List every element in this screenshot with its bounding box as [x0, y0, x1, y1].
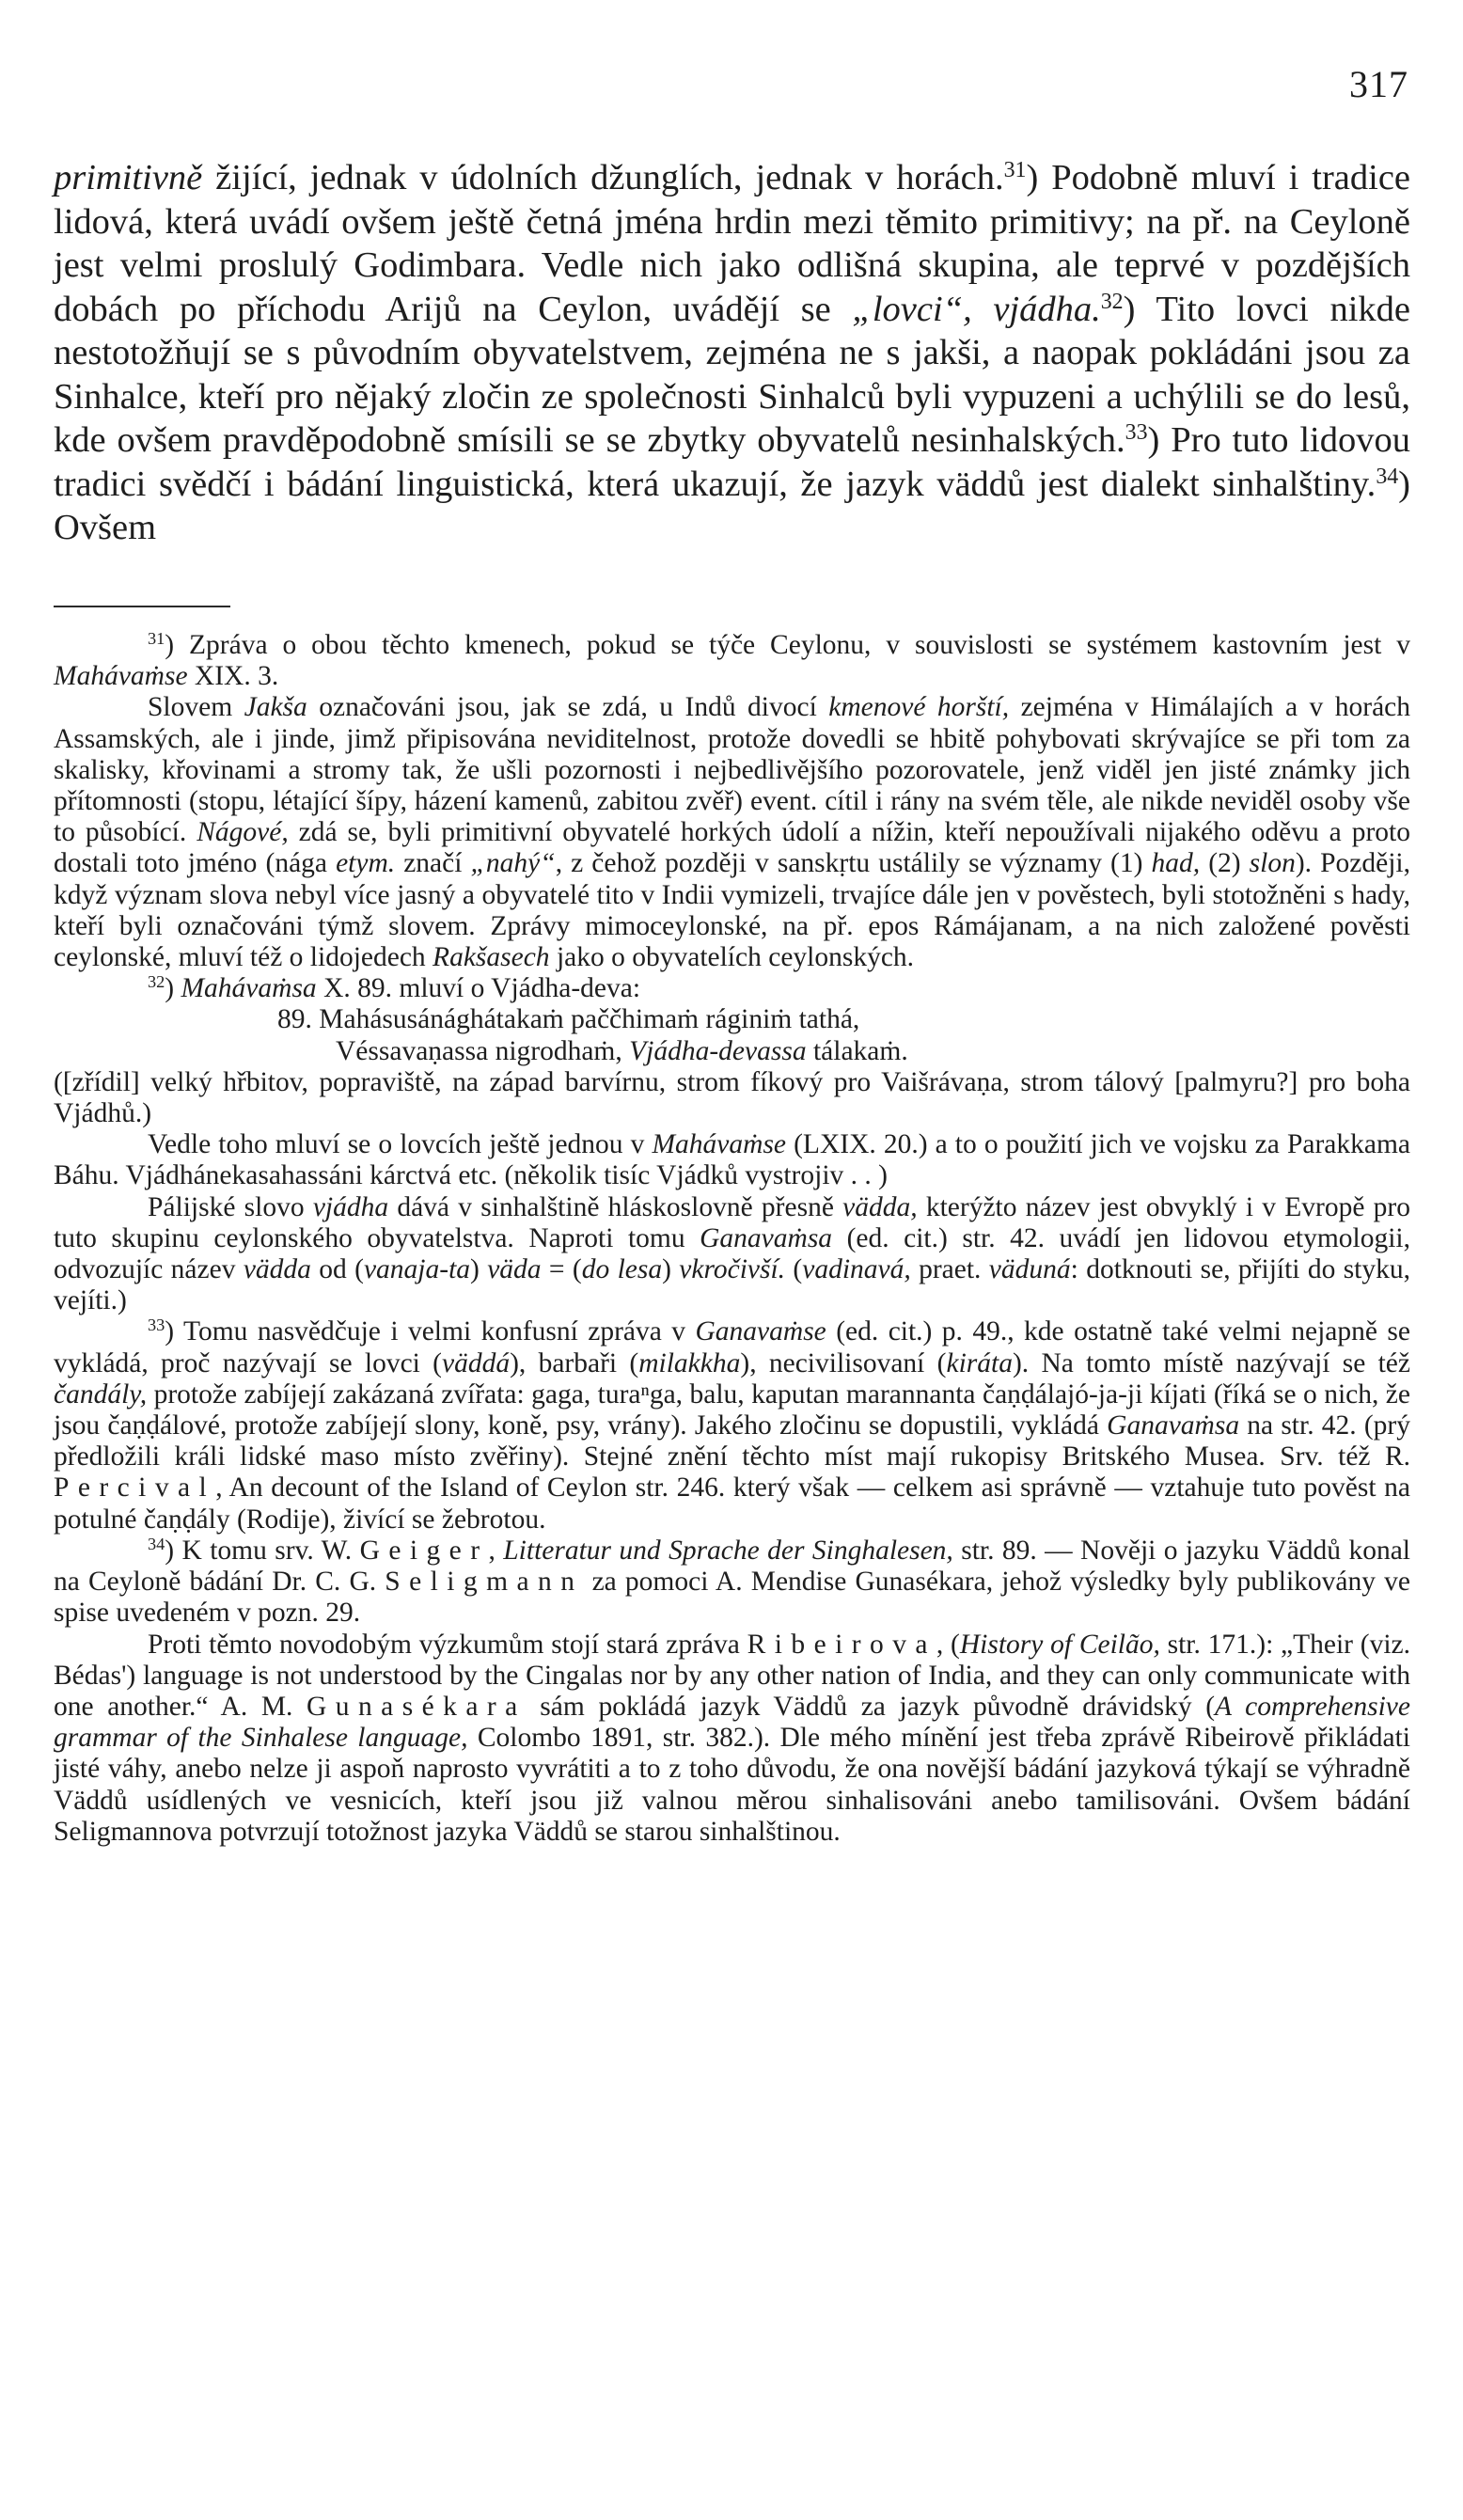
text-run: označováni jsou, jak se zdá, u Indů divocí — [307, 692, 829, 723]
text-run: kterýžto název jest obvyklý i v Evropě pro tuto skupinu ceylonského obyvatelstva. Naproti tomu — [54, 1191, 1410, 1253]
text-run: (2) — [1200, 848, 1250, 879]
text-italic: čandály, — [54, 1378, 148, 1410]
text-italic: vkročivší. — [679, 1254, 786, 1285]
text-italic: Jakša — [244, 692, 307, 723]
text-italic: kiráta — [946, 1347, 1013, 1378]
text-run: sám pokládá jazyk Väddů za jazyk původně drávidský ( — [526, 1691, 1216, 1722]
text-run: Proti těmto novodobým výzkumům stojí stará zpráva — [148, 1629, 747, 1660]
text-italic: etym. — [336, 848, 396, 879]
spaced-name: Percival — [54, 1473, 216, 1504]
text-italic: Mahávaṁse — [54, 661, 188, 692]
text-run: (LXIX. 20.) a to o použití jich ve vojsku za Parakkama Báhu. Vjádhánekasahassáni kárctvá etc. (několik tisíc Vjádků vystrojiv . . ) — [54, 1129, 1410, 1191]
text-run: ) Pro tuto lidovou tradici svědčí i bádání linguistická, která ukazují, že jazyk väddů jest dialekt sinhalštiny. — [54, 420, 1410, 504]
text-italic: slon — [1249, 848, 1296, 879]
text-run: ) K tomu srv. W. — [165, 1535, 360, 1566]
text-run: , An decount of the Island of Ceylon str. 246. který však — celkem asi správně — vztahuje tuto pověst na potulné čaṇḍály (Rodije), živící se žebrotou. — [54, 1473, 1410, 1535]
footnote-paragraph-palij — [54, 1192, 1410, 1317]
text-italic: vanaja-ta — [363, 1254, 471, 1285]
text-run: ), necivilisovaní ( — [740, 1347, 947, 1378]
spaced-name: Geiger — [359, 1535, 489, 1566]
text-run: zdá se, byli primitivní obyvatelé horkých údolí a nížin, kteří nepoužívali nijakého oděvu a proto dostali toto jméno (nága — [54, 817, 1410, 879]
text-run: (ed. cit.) str. 42. uvádí jen lidovou etymologii, odvozujíc název — [54, 1222, 1410, 1285]
spaced-name: Seligmann — [385, 1567, 584, 1598]
text-run: Slovem — [148, 692, 244, 723]
text-italic: vjádha — [312, 1191, 389, 1222]
footnote-32 — [54, 973, 1410, 1004]
text-run: na str. 42. (prý předložili králi lidské maso místo zvěřiny). Stejné znění těchto míst mají rukopisy Britského Musea. Srv. též R. — [54, 1410, 1410, 1473]
footnote-separator — [54, 606, 230, 607]
text-italic: väda — [487, 1254, 542, 1285]
text-run: žijící, jednak v údolních džunglích, jednak v horách. — [202, 158, 1004, 197]
text-run: ) — [470, 1254, 488, 1285]
text-run: ) Podobně mluví i tradice lidová, která uvádí ovšem ještě četná jména hrdin mezi těmito primitivy; na př. na Ceyloně jest velmi proslulý Godimbara. Vedle nich jako odlišná skupina, ale teprvé v pozdějších dobách po příchodu Arijů na Ceylon, uvádějí se — [54, 158, 1410, 329]
page-number: 317 — [1349, 63, 1408, 105]
text-run: : dotknouti se, přijíti do styku, vejíti.) — [54, 1254, 1410, 1316]
text-italic: vadinavá, — [802, 1254, 911, 1285]
text-run: praet. — [910, 1254, 989, 1285]
text-run: , — [488, 1535, 504, 1566]
text-run: ) — [662, 1254, 680, 1285]
text-run: ) Tomu nasvědčuje i velmi konfusní zpráva v — [165, 1316, 696, 1347]
text-run: značí — [395, 848, 471, 879]
footnote-mark: 32 — [148, 972, 165, 992]
text-italic: „nahý“ — [470, 848, 556, 879]
text-run: str. 171.): „Their (viz. Bédas') language is not understood by the Cingalas nor by any other nation of India, and they can only communicate with one another.“ A. M. — [54, 1629, 1410, 1722]
spaced-name: Gunasékara — [307, 1691, 527, 1722]
main-paragraph — [54, 156, 1410, 550]
footnote-34 — [54, 1536, 1410, 1630]
text-run: X. 89. mluví o Vjádha-deva: — [316, 973, 641, 1004]
text-run: = ( — [541, 1254, 582, 1285]
text-run: XIX. 3. — [187, 661, 279, 692]
text-run: od ( — [310, 1254, 364, 1285]
text-run: Vedle toho mluví se o lovcích ještě jednou v — [148, 1129, 653, 1160]
text-run: Colombo 1891, str. 382.). Dle mého mínění jest třeba zprávě Ribeirově přikládati jisté váhy, anebo nelze ji aspoň naprosto vyvrátiti a to z toho důvodu, že ona novější bádání jazyková týkají se výhradně Väddů usídlených ve vesnicích, kteří jsou již valnou měrou sinhalisováni anebo tamilisováni. Ovšem bádání Seligmannova potvrzují totožnost jazyka Väddů se starou sinhalštinou. — [54, 1723, 1410, 1847]
text-run: ( — [785, 1254, 803, 1285]
footnote-mark: 34 — [148, 1534, 165, 1553]
footnote-33 — [54, 1316, 1410, 1535]
text-italic: Ganavaṁsa — [1107, 1410, 1240, 1441]
text-run: ), barbaři ( — [510, 1347, 639, 1378]
text-run: , z čehož později v sanskṛtu ustálily se významy (1) — [555, 848, 1152, 879]
text-run: jako o obyvatelích ceylonských. — [549, 942, 915, 973]
text-run: tálakaṁ. — [806, 1035, 908, 1066]
verse-line-1: 89. Mahásusánághátakaṁ paččhimaṁ ráginiṁ tathá, — [277, 1004, 860, 1035]
text-run: ). Na tomto místě nazývají se též — [1012, 1347, 1410, 1378]
text-italic: Ganavaṁse — [695, 1316, 826, 1347]
main-text — [54, 156, 1410, 550]
text-italic: A comprehensive grammar of the Sinhalese language, — [54, 1691, 1410, 1754]
footnote-ref-33: 33 — [1125, 419, 1148, 445]
text-run: (ed. cit.) p. 49., kde ostatně také velmi nejapně se vykládá, proč nazývají se lovci ( — [54, 1316, 1410, 1378]
footnote-paragraph-jaksa — [54, 692, 1410, 973]
text-italic: Ganavaṁsa — [700, 1222, 833, 1253]
footnote-ref-31: 31 — [1003, 157, 1027, 182]
footnote-31 — [54, 630, 1410, 692]
text-run: Véssavaṇassa nigrodhaṁ, — [336, 1035, 630, 1066]
text-run: ) Ovšem — [54, 464, 1410, 547]
text-italic: primitivně — [54, 158, 203, 197]
text-run: ) Zpráva o obou těchto kmenech, pokud se týče Ceylonu, v souvislosti se systémem kastovním jest v — [165, 630, 1410, 660]
text-italic: kmenové horští, — [828, 692, 1010, 723]
text-run: ) — [165, 973, 181, 1004]
text-run: dává v sinhalštině hláskoslovně přesně — [388, 1191, 843, 1222]
text-run: zejména v Himálajích a v horách Assamských, ale i jinde, jimž připisována neviditelnost, protože dovedli se hbitě pohybovati skrývajíce se při tom za skalisky, křovinami a stromy tak, že ušli pozornosti i nejbedlivějšího pozorovatele, jenž viděl jen jisté známky jich přítomnosti (stopu, létající šípy, házení kamenů, zabitou zvěř) event. cítil i rány na svém těle, ale nikde neviděl osoby vše to působící. — [54, 692, 1411, 848]
verse-line-2 — [54, 1036, 1410, 1067]
text-italic: do lesa — [581, 1254, 663, 1285]
text-run: protože zabíjejí zakázaná zvířata: gaga, turaⁿga, balu, kaputan marannanta čaṇḍálajó-ja-ji kíjati (říká se o nich, že jsou čaṇḍálové, protože zabíjejí slony, koně, psy, vrány). Jakého zločinu se dopustili, vykládá — [54, 1378, 1410, 1441]
text-run: ) Tito lovci nikde nestotožňují se s původním obyvatelstvem, zejména ne s jakši, a naopak pokládáni jsou za Sinhalce, kteří pro nějaký zločin ze společnosti Sinhalců byli vypuzeni a uchýlili se do lesů, kde ovšem pravděpodobně smísili se se zbytky obyvatelů nesinhalských. — [54, 289, 1410, 460]
text-italic: Nágové, — [197, 817, 289, 848]
text-italic: Litteratur und Sprache der Singhalesen, — [503, 1535, 953, 1566]
footnote-ref-34: 34 — [1376, 464, 1399, 489]
text-italic: väduná — [988, 1254, 1071, 1285]
footnote-paragraph-proti — [54, 1630, 1410, 1848]
text-italic: „lovci“, vjádha. — [852, 289, 1101, 329]
footnote-mark: 33 — [148, 1315, 165, 1335]
text-run: za pomoci A. Mendise Gunasékara, jehož výsledky byly publikovány ve spise uvedeném v pozn. 29. — [54, 1567, 1410, 1629]
footnotes — [54, 630, 1410, 1848]
text-italic: väddá — [441, 1347, 511, 1378]
spaced-name: Ribeirova — [747, 1629, 936, 1660]
footnote-paragraph-vedle — [54, 1129, 1410, 1191]
text-italic: milakkha — [638, 1347, 741, 1378]
text-run: , ( — [936, 1629, 960, 1660]
text-italic: had, — [1151, 848, 1201, 879]
text-run: ). Později, když význam slova nebyl více jasný a obyvatelé tito v Indii vymizeli, trvajíce dále jen v pověstech, byli stotožněni s hady, kteří byli označováni týmž slovem. Zprávy mimoceylonské, na př. epos Rámájanam, a na nich založené pověsti ceylonské, mluví též o lidojedech — [54, 848, 1410, 973]
text-italic: Mahávaṁsa — [181, 973, 317, 1004]
text-run: str. 89. — Nověji o jazyku Väddů konal na Ceyloně bádání Dr. C. G. — [54, 1535, 1411, 1598]
text-run: Pálijské slovo — [148, 1191, 313, 1222]
footnote-ref-32: 32 — [1100, 289, 1124, 314]
text-italic: Vjádha-devassa — [629, 1035, 807, 1066]
verse-translation: ([zřídil] velký hřbitov, popraviště, na západ barvírnu, strom fíkový pro Vaišrávaṇa, strom tálový [palmyru?] pro boha Vjádhů.) — [54, 1066, 1410, 1129]
text-italic: Rakšasech — [433, 942, 550, 973]
text-italic: vädda, — [842, 1191, 918, 1222]
text-italic: vädda — [243, 1254, 311, 1285]
text-italic: Mahávaṁse — [652, 1129, 787, 1160]
text-italic: History of Ceilão, — [959, 1629, 1160, 1660]
footnote-mark: 31 — [148, 628, 165, 648]
